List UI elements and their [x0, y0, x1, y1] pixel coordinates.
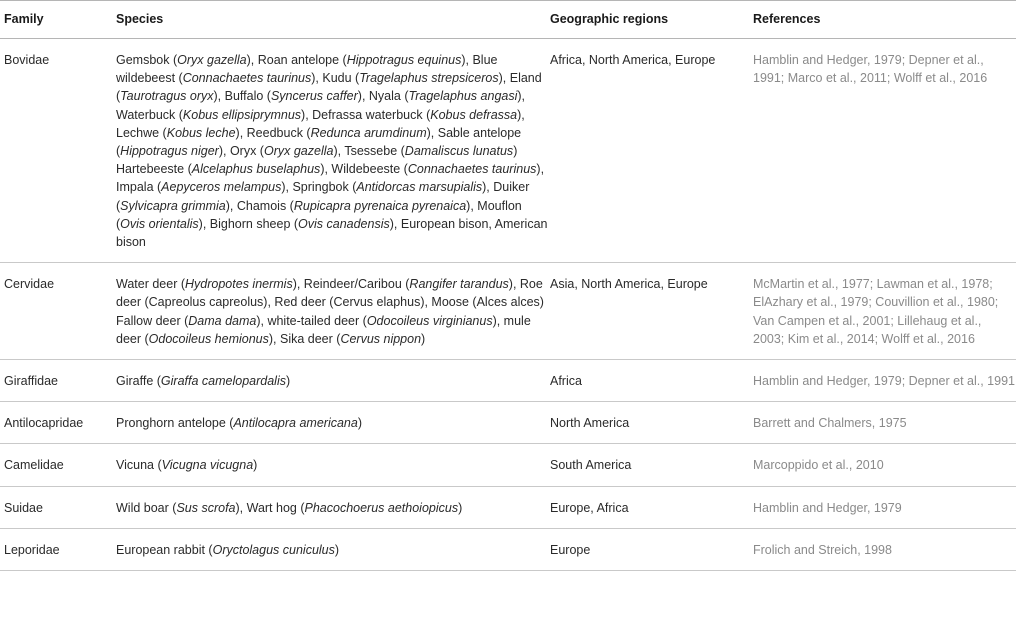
references-cell: Barrett and Chalmers, 1975 [753, 416, 907, 431]
scientific-name: Ovis orientalis [120, 216, 199, 231]
table-row [0, 263, 1016, 360]
family-cell: Suidae [4, 500, 43, 515]
species-text: ) [285, 374, 291, 389]
scientific-name: Kobus defrassa [430, 107, 518, 122]
references-cell: McMartin et al., 1977; Lawman et al., 1978; ElAzhary et al., 1979; Couvillion et al., 1980; Van Campen et al., 2001; Lillehaug et al., 2003; Kim et al., 2014; Wolff et al., 2016 [753, 277, 999, 346]
scientific-name: Antidorcas marsupialis [356, 180, 483, 195]
table-row [0, 486, 1016, 528]
scientific-name: Vicugna vicugna [161, 458, 254, 473]
scientific-name: Connachaetes taurinus [407, 162, 537, 177]
family-cell: Camelidae [4, 458, 64, 473]
species-text: ), Nyala ( [357, 89, 409, 104]
regions-cell: Europe, Africa [550, 500, 629, 515]
references-cell: Marcoppido et al., 2010 [753, 458, 884, 473]
scientific-name: Tragelaphus strepsiceros [359, 71, 499, 86]
scientific-name: Phacochoerus aethoiopicus [304, 500, 459, 515]
table-row [0, 360, 1016, 402]
scientific-name: Sylvicapra grimmia [120, 198, 226, 213]
scientific-name: Tragelaphus angasi [408, 89, 518, 104]
species-text: European rabbit ( [116, 542, 213, 557]
species-text: ), Roe deer (Capreolus capreolus), Red deer (Cervus elaphus), Moose (Alces alces) Fallow deer ( [116, 277, 544, 328]
species-text: ) [458, 500, 463, 515]
species-text: ), mule deer ( [116, 313, 531, 346]
family-cell: Bovidae [4, 53, 50, 67]
scientific-name: Antilocapra americana [233, 416, 358, 431]
species-text: ) [253, 458, 258, 473]
scientific-name: Syncerus caffer [270, 89, 358, 104]
regions-cell: South America [550, 458, 632, 473]
scientific-name: Hippotragus equinus [346, 53, 462, 67]
species-text: ), Duiker ( [116, 180, 530, 213]
scientific-name: Hippotragus niger [120, 144, 219, 159]
species-text: ), Buffalo ( [213, 89, 271, 104]
scientific-name: Redunca arumdinum [310, 125, 427, 140]
scientific-name: Hydropotes inermis [185, 277, 293, 292]
species-cell [110, 402, 548, 444]
scientific-name: Giraffa camelopardalis [160, 374, 286, 389]
species-text: ), white-tailed deer ( [256, 313, 367, 328]
table-row [0, 528, 1016, 570]
regions-cell: Europe [550, 542, 591, 557]
species-text: Wild boar ( [116, 500, 177, 515]
family-cell: Leporidae [4, 542, 60, 557]
scientific-name: Odocoileus virginianus [366, 313, 493, 328]
scientific-name: Cervus nippon [340, 331, 422, 346]
species-text: Water deer ( [116, 277, 186, 292]
header-species: Species [116, 12, 164, 27]
scientific-name: Odocoileus hemionus [148, 331, 269, 346]
scientific-name: Oryx gazella [263, 144, 334, 159]
references-cell: Frolich and Streich, 1998 [753, 542, 892, 557]
species-text: ), Bighorn sheep ( [198, 216, 299, 231]
regions-cell: Africa [550, 374, 582, 389]
header-references: References [753, 12, 821, 27]
species-text: ), Sable antelope ( [116, 125, 522, 159]
header-regions: Geographic regions [550, 12, 669, 27]
references-cell: Hamblin and Hedger, 1979 [753, 500, 902, 515]
species-text: Pronghorn antelope ( [116, 416, 234, 431]
scientific-name: Oryx gazella [177, 53, 247, 67]
header-row [0, 1, 1016, 39]
species-text: Giraffe ( [116, 374, 161, 389]
regions-cell: North America [550, 416, 630, 431]
family-cell: Giraffidae [4, 374, 58, 389]
family-cell: Antilocapridae [4, 416, 84, 431]
species-text: ), European bison, American bison [116, 216, 548, 250]
species-cell [110, 39, 548, 263]
species-text: ), Springbok ( [281, 180, 357, 195]
species-text: ), Impala ( [116, 162, 545, 195]
species-text: ), Oryx ( [218, 144, 264, 159]
scientific-name: Connachaetes taurinus [182, 71, 312, 86]
species-text: ) Hartebeeste ( [116, 144, 518, 177]
scientific-name: Kobus ellipsiprymnus [182, 107, 302, 122]
species-text: ), Eland ( [116, 71, 542, 104]
species-text: ), Sika deer ( [268, 331, 341, 346]
scientific-name: Dama dama [188, 313, 257, 328]
species-text: Gemsbok ( [116, 53, 178, 67]
scientific-name: Rupicapra pyrenaica pyrenaica [293, 198, 467, 213]
table-row [0, 444, 1016, 486]
species-text: ), Roan antelope ( [246, 53, 347, 67]
table-row [0, 39, 1016, 263]
species-text: Vicuna ( [116, 458, 162, 473]
header-family: Family [4, 12, 44, 27]
species-cell [110, 528, 548, 570]
species-text: ) [357, 416, 362, 431]
scientific-name: Taurotragus oryx [120, 89, 214, 104]
scientific-name: Damaliscus lunatus [404, 144, 514, 159]
species-cell [110, 444, 548, 486]
species-text: ) [334, 542, 340, 557]
scientific-name: Rangifer tarandus [409, 277, 509, 292]
species-text: ), Kudu ( [311, 71, 360, 86]
scientific-name: Sus scrofa [176, 500, 236, 515]
species-cell [110, 486, 548, 528]
regions-cell: Asia, North America, Europe [550, 277, 708, 292]
table-row [0, 402, 1016, 444]
scientific-name: Oryctolagus cuniculus [212, 542, 335, 557]
species-text: ), Wildebeeste ( [320, 162, 408, 177]
scientific-name: Alcelaphus buselaphus [191, 162, 321, 177]
species-text: ), Mouflon ( [116, 198, 522, 231]
species-text: ), Reindeer/Caribou ( [292, 277, 410, 292]
species-cell [110, 263, 548, 360]
species-text: ), Waterbuck ( [116, 89, 526, 122]
scientific-name: Kobus leche [166, 125, 236, 140]
regions-cell: Africa, North America, Europe [550, 53, 716, 67]
species-text: ), Blue wildebeest ( [116, 53, 498, 86]
references-cell: Hamblin and Hedger, 1979; Depner et al., 1991; Marco et al., 2011; Wolff et al., 2016 [753, 53, 988, 86]
species-text: ), Lechwe ( [116, 107, 525, 140]
species-text: ), Wart hog ( [235, 500, 305, 515]
species-text: ) [421, 331, 426, 346]
scientific-name: Ovis canadensis [298, 216, 390, 231]
species-text: ), Tsessebe ( [333, 144, 405, 159]
species-text: ), Chamois ( [225, 198, 294, 213]
species-cell [110, 360, 548, 402]
references-cell: Hamblin and Hedger, 1979; Depner et al., 1991 [753, 374, 1015, 389]
family-cell: Cervidae [4, 277, 55, 292]
species-text: ), Defrassa waterbuck ( [301, 107, 431, 122]
species-text: ), Reedbuck ( [235, 125, 311, 140]
scientific-name: Aepyceros melampus [161, 180, 282, 195]
